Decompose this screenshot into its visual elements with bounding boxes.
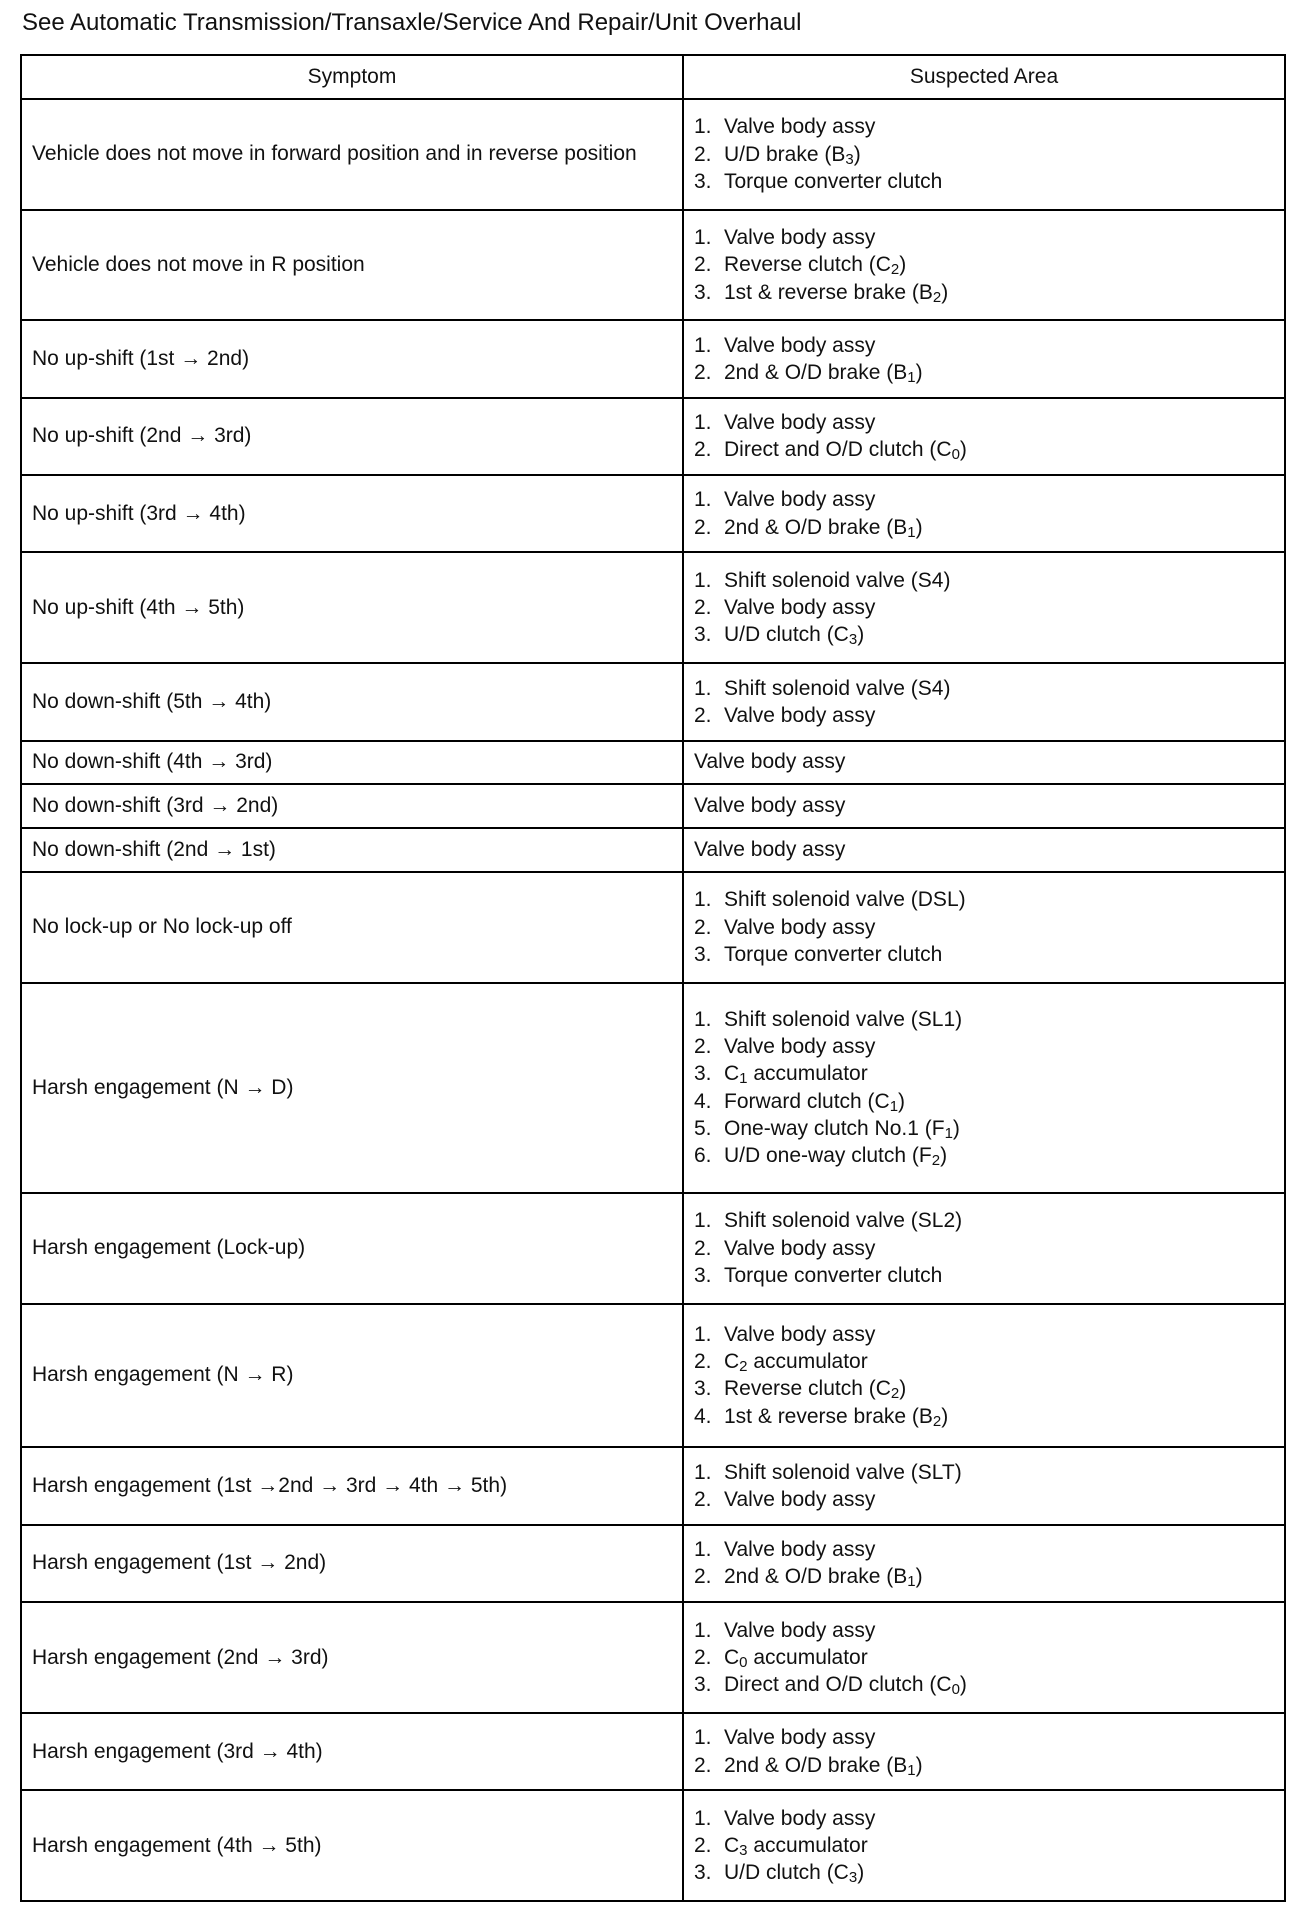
- suspected-area-item: [694, 886, 1274, 913]
- area-text: Shift solenoid valve (S4): [724, 568, 951, 592]
- symptom-cell: Harsh engagement (1st → 2nd): [21, 1525, 683, 1602]
- suspected-area-item: [694, 914, 1274, 941]
- area-text: Reverse clutch (C: [724, 253, 891, 277]
- area-text: Valve body assy: [724, 115, 876, 139]
- area-text: Valve body assy: [724, 333, 876, 357]
- suspected-area-item: [694, 1536, 1274, 1563]
- item-number: 1.: [694, 888, 712, 912]
- table-row: [21, 784, 1285, 828]
- area-text: accumulator: [747, 1645, 868, 1669]
- suspected-area-item: [694, 224, 1274, 251]
- subscript: 1: [907, 368, 916, 386]
- area-text: Torque converter clutch: [724, 1263, 943, 1287]
- item-number: 2.: [694, 1488, 712, 1512]
- suspected-area-item: [694, 409, 1274, 436]
- area-text: 1st & reverse brake (B: [724, 280, 933, 304]
- item-number: 3.: [694, 942, 712, 966]
- symptom-cell: No up-shift (4th → 5th): [21, 552, 683, 663]
- item-number: 1.: [694, 115, 712, 139]
- area-text: Valve body assy: [724, 1035, 876, 1059]
- area-text: ): [941, 280, 949, 304]
- item-number: 2.: [694, 1645, 712, 1669]
- suspected-area-item: [694, 835, 1274, 865]
- suspected-area-item: [694, 168, 1274, 195]
- area-text: Valve body assy: [724, 1538, 876, 1562]
- suspected-area-cell: [683, 741, 1285, 785]
- area-text: ): [915, 360, 923, 384]
- area-text: ): [915, 515, 923, 539]
- area-text: ): [915, 1753, 923, 1777]
- item-number: 1.: [694, 1726, 712, 1750]
- suspected-area-column-header: Suspected Area: [683, 55, 1285, 99]
- suspected-area-item: [694, 1617, 1274, 1644]
- table-row: [21, 1304, 1285, 1448]
- item-number: 1.: [694, 1209, 712, 1233]
- suspected-area-cell: [683, 828, 1285, 872]
- subscript: 2: [739, 1358, 748, 1376]
- item-number: 1.: [694, 333, 712, 357]
- suspected-area-item: [694, 594, 1274, 621]
- item-number: 3.: [694, 1062, 712, 1086]
- item-number: 2.: [694, 1035, 712, 1059]
- item-number: 3.: [694, 1861, 712, 1885]
- suspected-area-item: [694, 1321, 1274, 1348]
- symptom-cell: Harsh engagement (4th → 5th): [21, 1790, 683, 1901]
- suspected-area-item: [694, 747, 1274, 777]
- area-text: ): [959, 438, 967, 462]
- table-row: [21, 1447, 1285, 1524]
- suspected-area-item: [694, 1088, 1274, 1115]
- suspected-area-item: [694, 1235, 1274, 1262]
- suspected-area-cell: [683, 872, 1285, 983]
- suspected-area-item: [694, 1375, 1274, 1402]
- suspected-area-item: [694, 1724, 1274, 1751]
- item-number: 6.: [694, 1144, 712, 1168]
- table-row: [21, 398, 1285, 475]
- area-text: C: [724, 1645, 740, 1669]
- suspected-area-cell: [683, 1790, 1285, 1901]
- area-text: ): [915, 1565, 923, 1589]
- suspected-area-item: [694, 279, 1274, 306]
- subscript: 3: [848, 631, 858, 649]
- suspected-area-item: [694, 436, 1274, 463]
- suspected-area-item: [694, 1644, 1274, 1671]
- suspected-area-item: [694, 141, 1274, 168]
- area-text: Shift solenoid valve (DSL): [724, 888, 966, 912]
- area-text: ): [899, 1377, 907, 1401]
- item-number: 1.: [694, 676, 712, 700]
- table-row: [21, 1713, 1285, 1790]
- subscript: 1: [907, 1761, 916, 1779]
- area-text: C: [724, 1350, 740, 1374]
- symptom-cell: No up-shift (2nd → 3rd): [21, 398, 683, 475]
- area-text: Valve body assy: [724, 1806, 876, 1830]
- subscript: 0: [739, 1653, 748, 1671]
- symptom-cell: No down-shift (4th → 3rd): [21, 741, 683, 785]
- suspected-area-item: [694, 251, 1274, 278]
- suspected-area-cell: [683, 398, 1285, 475]
- suspected-area-item: [694, 1805, 1274, 1832]
- item-number: 2.: [694, 1236, 712, 1260]
- area-text: 2nd & O/D brake (B: [724, 515, 908, 539]
- item-number: 3.: [694, 1673, 712, 1697]
- table-row: [21, 872, 1285, 983]
- area-text: Valve body assy: [724, 225, 876, 249]
- area-text: accumulator: [747, 1350, 868, 1374]
- suspected-area-item: [694, 1403, 1274, 1430]
- symptom-cell: No lock-up or No lock-up off: [21, 872, 683, 983]
- suspected-area-item: [694, 1033, 1274, 1060]
- area-text: Valve body assy: [724, 703, 876, 727]
- suspected-area-cell: [683, 210, 1285, 321]
- item-number: 1.: [694, 225, 712, 249]
- suspected-area-cell: [683, 784, 1285, 828]
- area-text: U/D brake (B: [724, 142, 846, 166]
- subscript: 2: [890, 261, 900, 279]
- table-row: [21, 320, 1285, 397]
- area-text: Shift solenoid valve (SL1): [724, 1007, 963, 1031]
- diagnosis-table: [20, 54, 1286, 1902]
- area-text: ): [898, 1089, 906, 1113]
- table-row: [21, 552, 1285, 663]
- subscript: 2: [932, 288, 942, 306]
- suspected-area-cell: [683, 1193, 1285, 1304]
- area-text: 2nd & O/D brake (B: [724, 360, 908, 384]
- table-row: [21, 1525, 1285, 1602]
- suspected-area-item: [694, 359, 1274, 386]
- page-title: See Automatic Transmission/Transaxle/Service And Repair/Unit Overhaul: [22, 9, 802, 36]
- item-number: 2.: [694, 1833, 712, 1857]
- area-text: 2nd & O/D brake (B: [724, 1565, 908, 1589]
- subscript: 3: [845, 150, 854, 168]
- area-text: U/D one-way clutch (F: [724, 1144, 932, 1168]
- area-text: Valve body assy: [724, 1236, 876, 1260]
- item-number: 2.: [694, 703, 712, 727]
- item-number: 3.: [694, 169, 712, 193]
- item-number: 2.: [694, 142, 712, 166]
- suspected-area-cell: [683, 1304, 1285, 1448]
- item-number: 2.: [694, 1565, 712, 1589]
- item-number: 2.: [694, 1350, 712, 1374]
- item-number: 2.: [694, 915, 712, 939]
- area-text: One-way clutch No.1 (F: [724, 1117, 945, 1141]
- area-text: Valve body assy: [724, 488, 876, 512]
- suspected-area-item: [694, 1832, 1274, 1859]
- suspected-area-item: [694, 1006, 1274, 1033]
- suspected-area-item: [694, 702, 1274, 729]
- area-text: accumulator: [747, 1833, 868, 1857]
- table-row: [21, 475, 1285, 552]
- item-number: 1.: [694, 411, 712, 435]
- area-text: 1st & reverse brake (B: [724, 1404, 933, 1428]
- area-text: Shift solenoid valve (SL2): [724, 1209, 963, 1233]
- item-number: 1.: [694, 488, 712, 512]
- table-row: [21, 828, 1285, 872]
- symptom-cell: Vehicle does not move in forward position and in reverse position: [21, 99, 683, 210]
- suspected-area-cell: [683, 1602, 1285, 1713]
- area-text: ): [940, 1144, 948, 1168]
- symptom-cell: Harsh engagement (Lock-up): [21, 1193, 683, 1304]
- table-row: [21, 1602, 1285, 1713]
- item-number: 1.: [694, 1618, 712, 1642]
- suspected-area-item: [694, 332, 1274, 359]
- suspected-area-item: [694, 1859, 1274, 1886]
- table-row: [21, 741, 1285, 785]
- item-number: 1.: [694, 1007, 712, 1031]
- item-number: 3.: [694, 1263, 712, 1287]
- symptom-cell: No down-shift (5th → 4th): [21, 663, 683, 740]
- suspected-area-cell: [683, 983, 1285, 1193]
- suspected-area-item: [694, 1563, 1274, 1590]
- suspected-area-item: [694, 1142, 1274, 1169]
- subscript: 3: [848, 1869, 858, 1887]
- area-text: C: [724, 1062, 740, 1086]
- suspected-area-item: [694, 514, 1274, 541]
- area-text: C: [724, 1833, 740, 1857]
- subscript: 3: [739, 1841, 748, 1859]
- suspected-area-item: [694, 621, 1274, 648]
- item-number: 1.: [694, 1806, 712, 1830]
- area-text: Valve body assy: [724, 1726, 876, 1750]
- item-number: 1.: [694, 1460, 712, 1484]
- suspected-area-item: [694, 1262, 1274, 1289]
- area-text: Forward clutch (C: [724, 1089, 890, 1113]
- area-text: Direct and O/D clutch (C: [724, 1673, 952, 1697]
- suspected-area-item: [694, 1459, 1274, 1486]
- suspected-area-item: [694, 113, 1274, 140]
- suspected-area-cell: [683, 1713, 1285, 1790]
- area-text: U/D clutch (C: [724, 1861, 849, 1885]
- item-number: 1.: [694, 568, 712, 592]
- suspected-area-item: [694, 1115, 1274, 1142]
- area-text: Valve body assy: [724, 1488, 876, 1512]
- area-text: ): [941, 1404, 949, 1428]
- area-text: Valve body assy: [724, 1618, 876, 1642]
- subscript: 1: [907, 523, 916, 541]
- item-number: 2.: [694, 596, 712, 620]
- item-number: 3.: [694, 623, 712, 647]
- table-row: [21, 1790, 1285, 1901]
- subscript: 0: [951, 446, 960, 464]
- suspected-area-item: [694, 1348, 1274, 1375]
- area-text: ): [857, 1861, 865, 1885]
- symptom-column-header: Symptom: [21, 55, 683, 99]
- area-text: Shift solenoid valve (SLT): [724, 1460, 962, 1484]
- area-text: Direct and O/D clutch (C: [724, 438, 952, 462]
- area-text: Valve body assy: [694, 838, 846, 862]
- area-text: Valve body assy: [694, 750, 846, 774]
- area-text: Torque converter clutch: [724, 942, 943, 966]
- suspected-area-cell: [683, 475, 1285, 552]
- item-number: 1.: [694, 1538, 712, 1562]
- item-number: 3.: [694, 1377, 712, 1401]
- suspected-area-cell: [683, 99, 1285, 210]
- area-text: Valve body assy: [724, 915, 876, 939]
- subscript: 1: [739, 1070, 748, 1088]
- item-number: 2.: [694, 253, 712, 277]
- item-number: 5.: [694, 1117, 712, 1141]
- suspected-area-cell: [683, 1447, 1285, 1524]
- suspected-area-item: [694, 567, 1274, 594]
- table-row: [21, 99, 1285, 210]
- subscript: 2: [931, 1152, 941, 1170]
- area-text: ): [959, 1673, 967, 1697]
- suspected-area-item: [694, 1752, 1274, 1779]
- suspected-area-cell: [683, 552, 1285, 663]
- suspected-area-item: [694, 1671, 1274, 1698]
- area-text: ): [853, 142, 861, 166]
- item-number: 2.: [694, 438, 712, 462]
- item-number: 4.: [694, 1089, 712, 1113]
- area-text: Torque converter clutch: [724, 169, 943, 193]
- item-number: 3.: [694, 280, 712, 304]
- area-text: accumulator: [747, 1062, 868, 1086]
- area-text: Valve body assy: [724, 1322, 876, 1346]
- symptom-cell: Harsh engagement (2nd → 3rd): [21, 1602, 683, 1713]
- symptom-cell: No down-shift (3rd → 2nd): [21, 784, 683, 828]
- suspected-area-cell: [683, 1525, 1285, 1602]
- symptom-cell: Harsh engagement (1st →2nd → 3rd → 4th → 5th): [21, 1447, 683, 1524]
- suspected-area-item: [694, 1207, 1274, 1234]
- header-row: [21, 55, 1285, 99]
- suspected-area-item: [694, 791, 1274, 821]
- symptom-cell: Harsh engagement (N → R): [21, 1304, 683, 1448]
- symptom-cell: Vehicle does not move in R position: [21, 210, 683, 321]
- item-number: 4.: [694, 1404, 712, 1428]
- area-text: ): [952, 1117, 960, 1141]
- subscript: 2: [932, 1412, 942, 1430]
- suspected-area-cell: [683, 320, 1285, 397]
- suspected-area-item: [694, 675, 1274, 702]
- item-number: 2.: [694, 515, 712, 539]
- item-number: 1.: [694, 1322, 712, 1346]
- table-row: [21, 210, 1285, 321]
- table-row: [21, 983, 1285, 1193]
- area-text: Valve body assy: [694, 794, 846, 818]
- item-number: 2.: [694, 360, 712, 384]
- symptom-cell: No down-shift (2nd → 1st): [21, 828, 683, 872]
- area-text: Shift solenoid valve (S4): [724, 676, 951, 700]
- suspected-area-cell: [683, 663, 1285, 740]
- area-text: U/D clutch (C: [724, 623, 849, 647]
- subscript: 2: [890, 1385, 900, 1403]
- subscript: 1: [944, 1125, 953, 1143]
- symptom-cell: Harsh engagement (N → D): [21, 983, 683, 1193]
- area-text: Reverse clutch (C: [724, 1377, 891, 1401]
- table-row: [21, 1193, 1285, 1304]
- suspected-area-item: [694, 941, 1274, 968]
- area-text: Valve body assy: [724, 596, 876, 620]
- suspected-area-item: [694, 486, 1274, 513]
- subscript: 1: [889, 1097, 899, 1115]
- symptom-cell: No up-shift (3rd → 4th): [21, 475, 683, 552]
- area-text: 2nd & O/D brake (B: [724, 1753, 908, 1777]
- suspected-area-item: [694, 1486, 1274, 1513]
- symptom-cell: No up-shift (1st → 2nd): [21, 320, 683, 397]
- table-row: [21, 663, 1285, 740]
- area-text: ): [857, 623, 865, 647]
- symptom-cell: Harsh engagement (3rd → 4th): [21, 1713, 683, 1790]
- area-text: Valve body assy: [724, 411, 876, 435]
- subscript: 1: [907, 1573, 916, 1591]
- area-text: ): [899, 253, 907, 277]
- item-number: 2.: [694, 1753, 712, 1777]
- subscript: 0: [951, 1681, 960, 1699]
- suspected-area-item: [694, 1060, 1274, 1087]
